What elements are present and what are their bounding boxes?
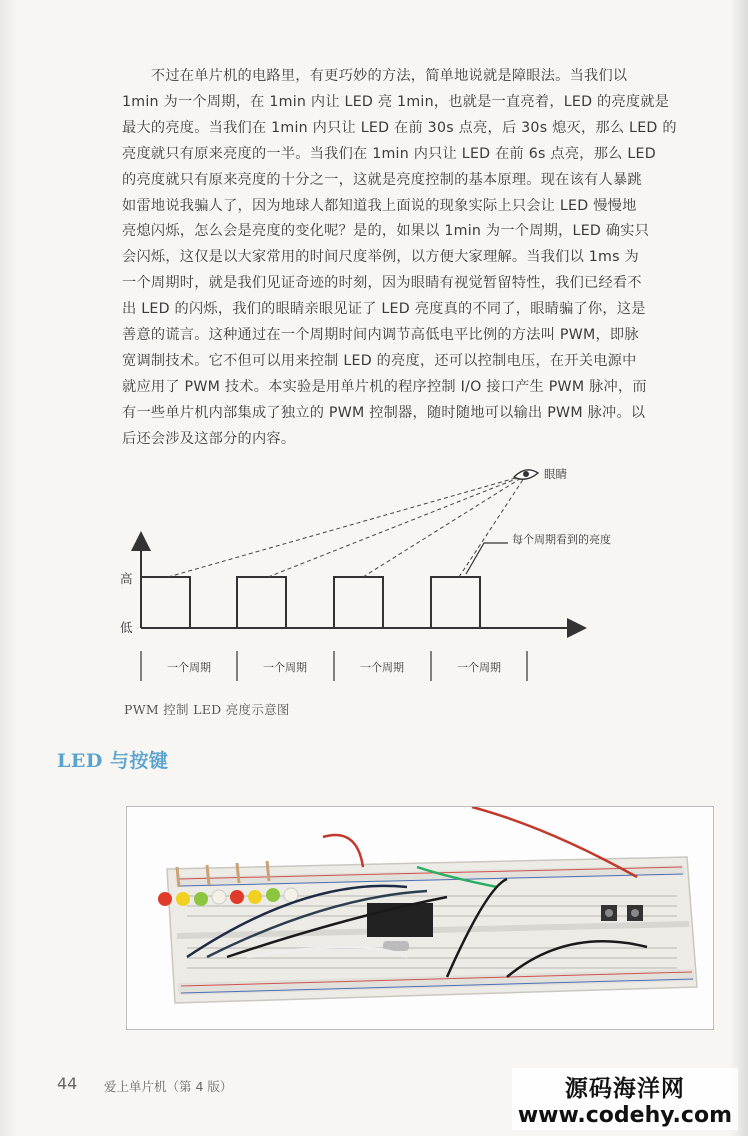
period-label: 一个周期: [167, 661, 211, 674]
paragraph-line: 就应用了 PWM 技术。本实验是用单片机的程序控制 I/O 接口产生 PWM 脉冲，而: [122, 378, 647, 395]
high-label: 高: [120, 571, 133, 586]
sight-line: [363, 475, 526, 577]
paragraph-line: 宽调制技术。它不但可以用来控制 LED 的亮度，还可以控制电压，在开关电源中: [122, 352, 637, 369]
paragraph-line: 亮度就只有原来亮度的一半。当我们在 1min 内只让 LED 在前 6s 点亮，那么 LED: [122, 145, 656, 162]
eye-label: 眼睛: [544, 467, 567, 481]
paragraph-line: 出 LED 的闪烁，我们的眼睛亲眼见证了 LED 亮度真的不同了，眼睛骗了你，这是: [122, 301, 646, 318]
pwm-diagram: [108, 455, 628, 695]
paragraph-line: 如雷地说我骗人了，因为地球人都知道我上面说的现象实际上只会让 LED 慢慢地: [122, 197, 637, 214]
pulse: [141, 577, 190, 628]
paragraph-line: 亮熄闪烁，怎么会是亮度的变化呢？是的，如果以 1min 为一个周期，LED 确实只: [122, 223, 650, 240]
sight-line: [459, 475, 526, 577]
period-label: 一个周期: [360, 661, 404, 674]
low-label: 低: [120, 620, 133, 635]
pulse: [431, 577, 480, 628]
site-watermark: [512, 1068, 738, 1130]
paragraph-line: 后还会涉及这部分的内容。: [122, 430, 296, 447]
pulse: [334, 577, 383, 628]
sight-line: [268, 475, 526, 577]
paragraph-line: 不过在单片机的电路里，有更巧妙的方法，简单地说就是障眼法。当我们以: [122, 68, 628, 84]
paragraph-line: 的亮度就只有原来亮度的十分之一，这就是亮度控制的基本原理。现在该有人暴跳: [122, 171, 642, 188]
brightness-callout-line: [466, 543, 508, 574]
paragraph-line: 有一些单片机内部集成了独立的 PWM 控制器，随时随地可以输出 PWM 脉冲。以: [122, 404, 646, 421]
figure-caption: PWM 控制 LED 亮度示意图: [124, 702, 290, 717]
eye-icon: [514, 470, 538, 479]
breadboard-illustration: [127, 807, 713, 1029]
watermark-line: 源码海洋网: [564, 1076, 685, 1102]
period-label: 一个周期: [457, 661, 501, 674]
body-paragraph: [122, 64, 714, 453]
breadboard-photo: [126, 806, 714, 1030]
paragraph-line: 1min 为一个周期，在 1min 内让 LED 亮 1min，也就是一直亮着，LED 的亮度就是: [122, 93, 670, 110]
paragraph-line: 会闪烁，这仅是以大家常用的时间尺度举例，以方便大家理解。当我们以 1ms 为: [122, 249, 639, 266]
paragraph-line: 善意的谎言。这种通过在一个周期时间内调节高低电平比例的方法叫 PWM，即脉: [122, 327, 639, 344]
book-title: 爱上单片机（第 4 版）: [104, 1079, 233, 1094]
watermark-line: www.codehy.com: [517, 1103, 732, 1128]
brightness-label: 每个周期看到的亮度: [512, 533, 611, 546]
page-number: 44: [57, 1074, 78, 1093]
paragraph-line: 最大的亮度。当我们在 1min 内只让 LED 在前 30s 点亮，后 30s 熄灭，那么 LED 的: [122, 119, 677, 136]
period-label: 一个周期: [263, 661, 307, 674]
section-title: LED 与按键: [57, 750, 169, 772]
pulse: [237, 577, 286, 628]
paragraph-line: 一个周期时，就是我们见证奇迹的时刻，因为眼睛有视觉暂留特性，我们已经看不: [122, 275, 642, 292]
sight-line: [168, 475, 526, 577]
